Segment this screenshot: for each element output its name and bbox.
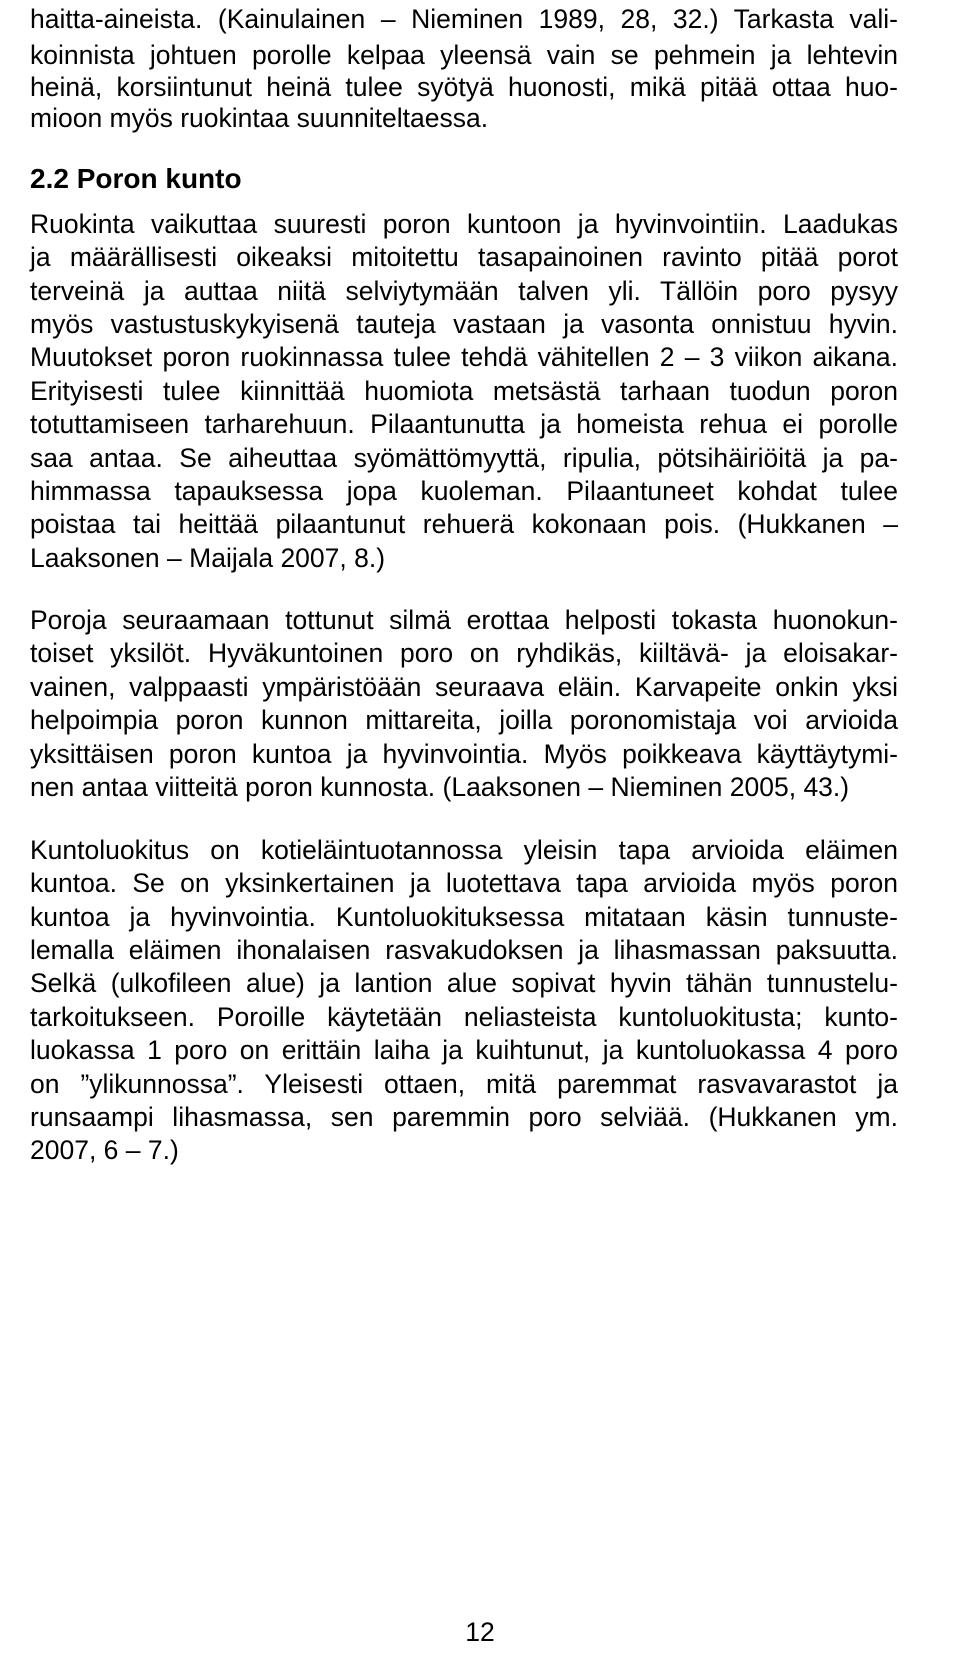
paragraph-line: Ruokinta vaikuttaa suuresti poron kuntoon ja hyvinvointiin. Laadukas xyxy=(30,209,898,239)
paragraph-line: myös vastustuskykyisenä tauteja vastaan ja vasonta onnistuu hyvin. xyxy=(30,309,898,339)
paragraph-line: terveinä ja auttaa niitä selviytymään talven yli. Tällöin poro pysyy xyxy=(30,276,898,306)
paragraph-line: Erityisesti tulee kiinnittää huomiota metsästä tarhaan tuodun poron xyxy=(30,376,898,406)
paragraph-line: kuntoa. Se on yksinkertainen ja luotettava tapa arvioida myös poron xyxy=(30,868,898,898)
paragraph-line: 2007, 6 – 7.) xyxy=(30,1135,179,1165)
paragraph-line: Selkä (ulkofileen alue) ja lantion alue sopivat hyvin tähän tunnustelu- xyxy=(30,968,898,998)
paragraph-line: tarkoitukseen. Poroille käytetään neliasteista kuntoluokitusta; kunto- xyxy=(30,1002,898,1032)
paragraph-line: mioon myös ruokintaa suunniteltaessa. xyxy=(30,103,489,133)
paragraph-line: Poroja seuraamaan tottunut silmä erottaa helposti tokasta huonokun- xyxy=(30,605,898,635)
paragraph-line: kuntoa ja hyvinvointia. Kuntoluokituksessa mitataan käsin tunnuste- xyxy=(30,902,898,932)
paragraph-line: haitta-aineista. (Kainulainen – Nieminen 1989, 28, 32.) Tarkasta vali- xyxy=(30,4,898,34)
paragraph-line: helpoimpia poron kunnon mittareita, joilla poronomistaja voi arvioida xyxy=(30,705,898,735)
paragraph-line: on ”ylikunnossa”. Yleisesti ottaen, mitä paremmat rasvavarastot ja xyxy=(30,1069,898,1099)
section-heading: 2.2 Poron kunto xyxy=(30,163,242,194)
paragraph-line: poistaa tai heittää pilaantunut rehuerä kokonaan pois. (Hukkanen – xyxy=(30,509,898,539)
paragraph-line: nen antaa viitteitä poron kunnosta. (Laaksonen – Nieminen 2005, 43.) xyxy=(30,772,850,802)
paragraph-line: vainen, valppaasti ympäristöään seuraava eläin. Karvapeite onkin yksi xyxy=(30,672,898,702)
paragraph-line: luokassa 1 poro on erittäin laiha ja kuihtunut, ja kuntoluokassa 4 poro xyxy=(30,1035,898,1065)
paragraph-line: Laaksonen – Maijala 2007, 8.) xyxy=(30,543,386,573)
paragraph-line: toiset yksilöt. Hyväkuntoinen poro on ryhdikäs, kiiltävä- ja eloisakar- xyxy=(30,638,898,668)
paragraph-line: heinä, korsiintunut heinä tulee syötyä huonosti, mikä pitää ottaa huo- xyxy=(30,72,898,102)
paragraph-line: Muutokset poron ruokinnassa tulee tehdä vähitellen 2 – 3 viikon aikana. xyxy=(30,342,898,372)
paragraph-line: ja määrällisesti oikeaksi mitoitettu tasapainoinen ravinto pitää porot xyxy=(30,242,898,272)
paragraph-line: saa antaa. Se aiheuttaa syömättömyyttä, ripulia, pötsihäiriöitä ja pa- xyxy=(30,443,898,473)
paragraph-line: lemalla eläimen ihonalaisen rasvakudoksen ja lihasmassan paksuutta. xyxy=(30,935,898,965)
paragraph-line: runsaampi lihasmassa, sen paremmin poro selviää. (Hukkanen ym. xyxy=(30,1102,898,1132)
paragraph-line: himmassa tapauksessa jopa kuoleman. Pilaantuneet kohdat tulee xyxy=(30,476,898,506)
paragraph-line: koinnista johtuen porolle kelpaa yleensä vain se pehmein ja lehtevin xyxy=(30,40,898,70)
paragraph-line: Kuntoluokitus on kotieläintuotannossa yleisin tapa arvioida eläimen xyxy=(30,835,898,865)
paragraph-line: yksittäisen poron kuntoa ja hyvinvointia. Myös poikkeava käyttäytymi- xyxy=(30,739,898,769)
page-number: 12 xyxy=(465,1617,495,1647)
paragraph-line: totuttamiseen tarharehuun. Pilaantunutta ja homeista rehua ei porolle xyxy=(30,409,898,439)
